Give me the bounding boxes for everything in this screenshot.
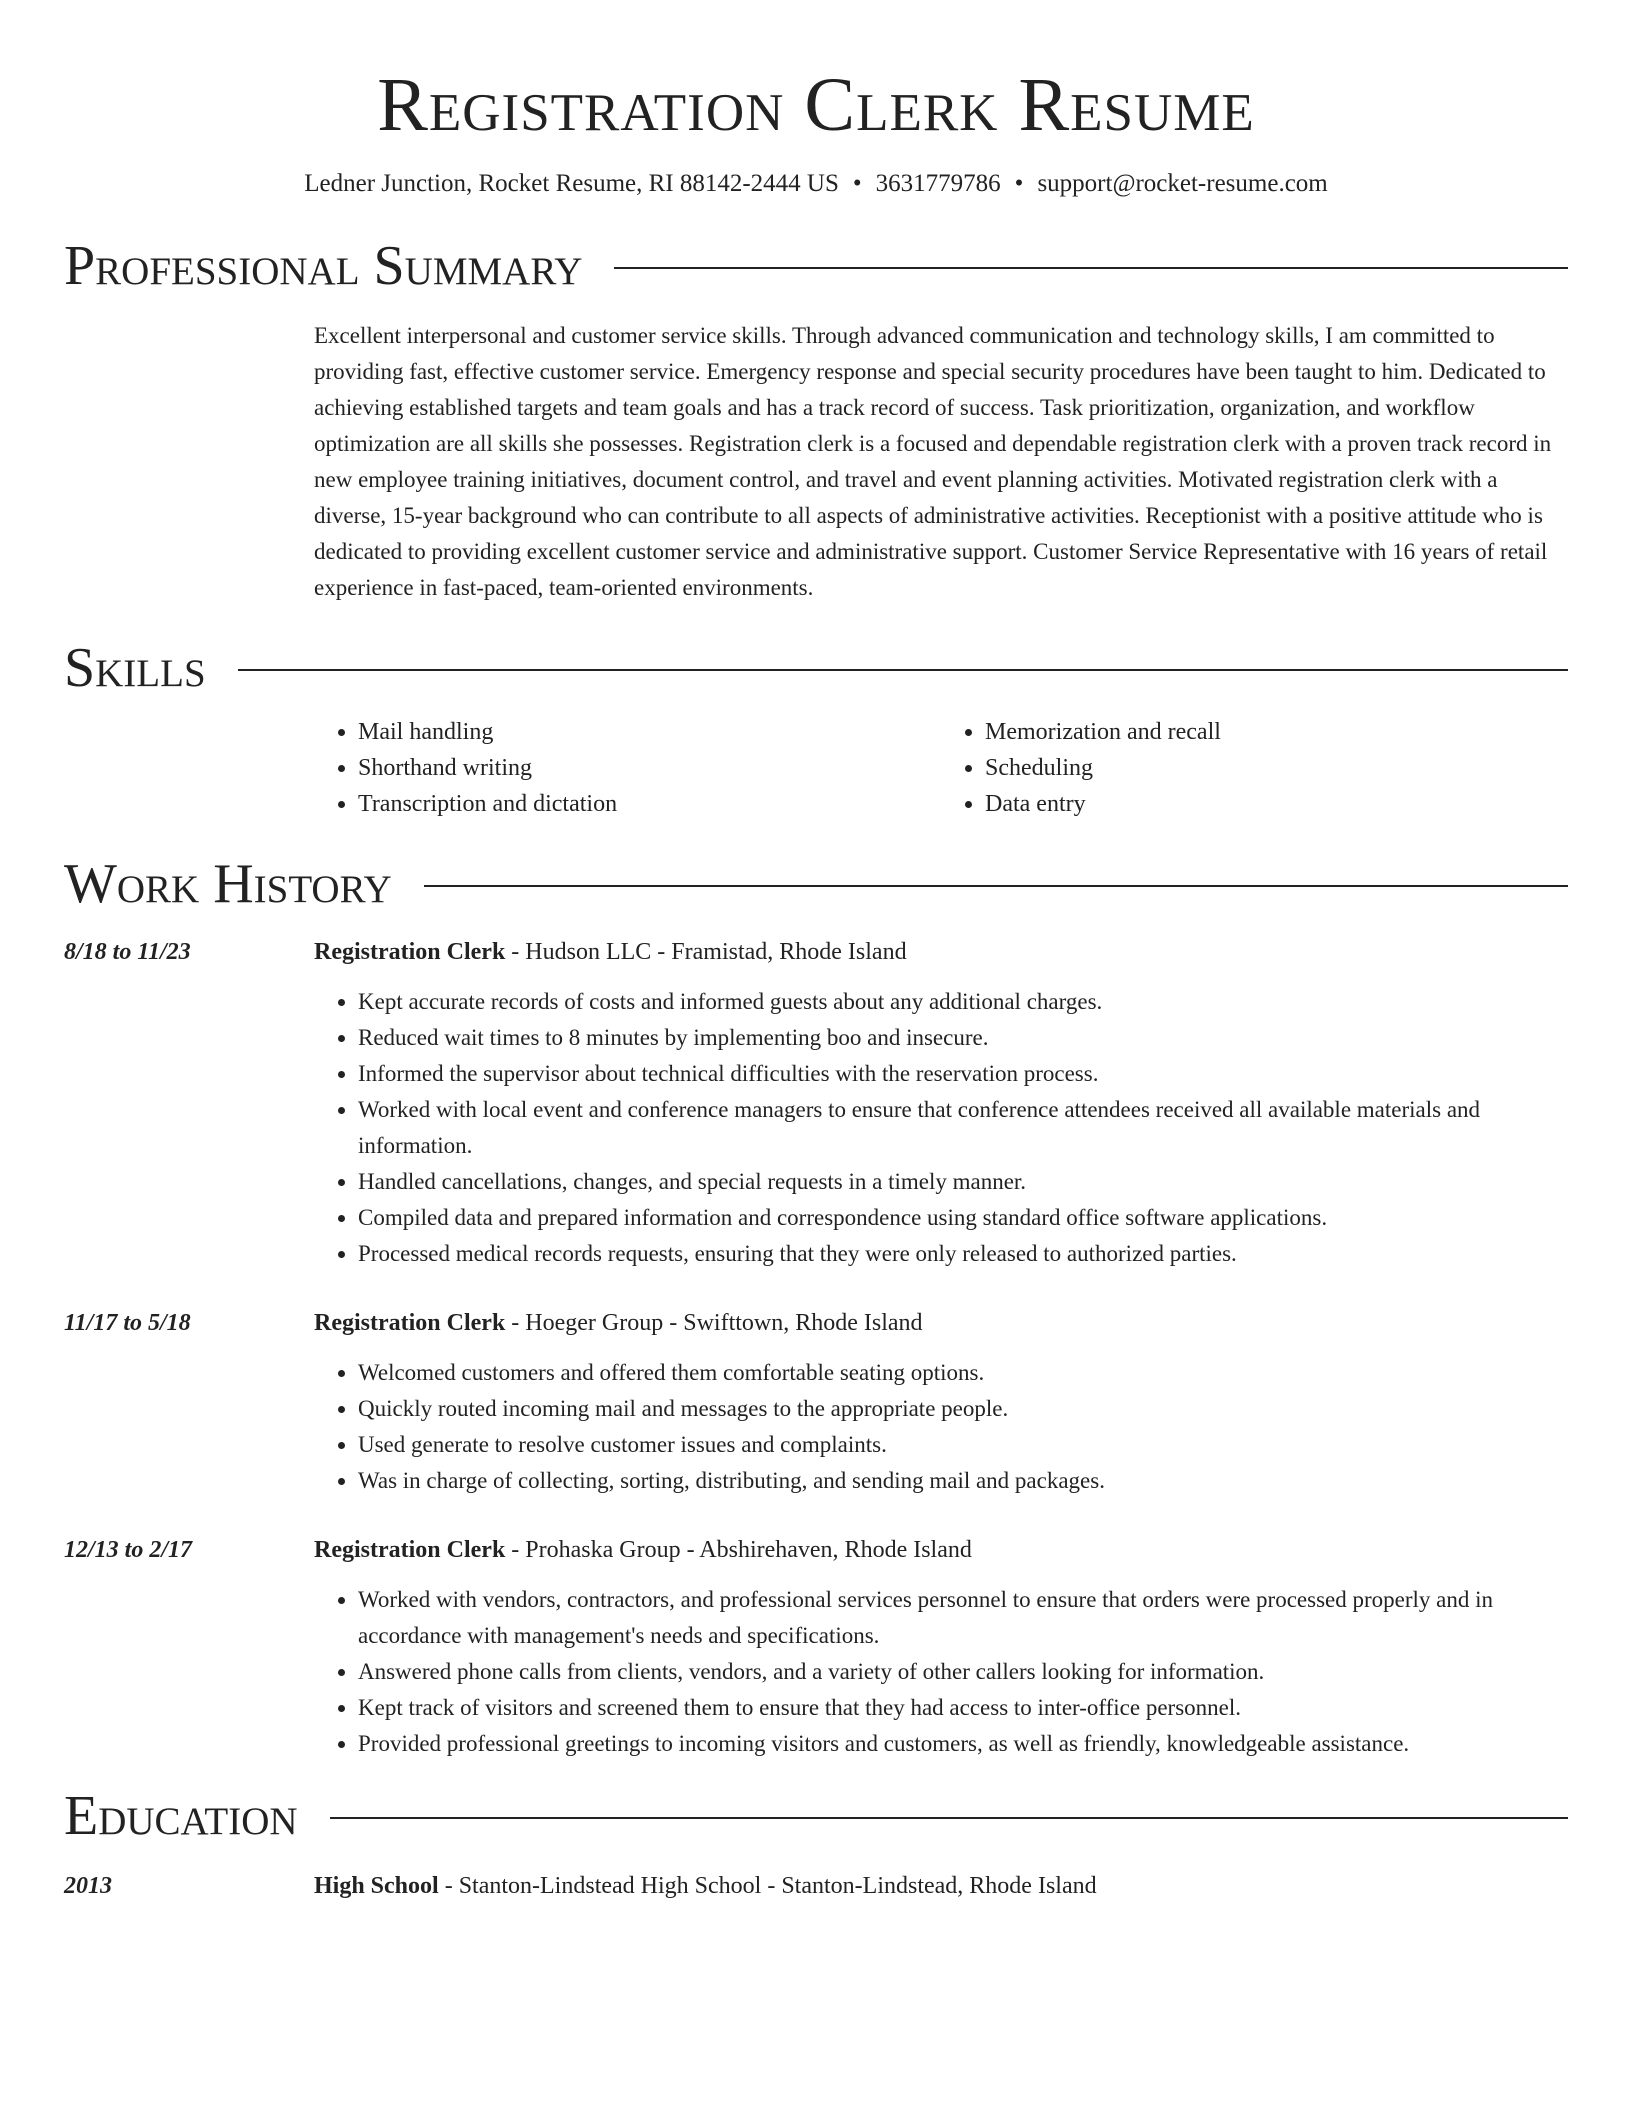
summary-text: Excellent interpersonal and customer service skills. Through advanced communication and technology skills, I am committed to providing fast, effective customer service. Emergency response and special security procedures have been taught to him. Dedicated to achieving established targets and team goals and has a track record of success. Task prioritization, organization, and workflow optimization are all skills she possesses. Registration clerk is a focused and dependable registration clerk with a proven track record in new employee training initiatives, document control, and travel and event planning activities. Motivated registration clerk with a diverse, 15-year background who can contribute to all aspects of administrative activities. Receptionist with a positive attitude who is dedicated to providing excellent customer service and administrative support. Customer Service Representative with 16 years of retail experience in fast-paced, team-oriented environments. (314, 323, 1552, 600)
job-bullet: • Quickly routed incoming mail and messages to the appropriate people. (358, 1391, 1568, 1427)
job-bullet: • Welcomed customers and offered them comfortable seating options. (358, 1355, 1568, 1391)
education-heading: Education (64, 1785, 298, 1847)
section-divider (424, 885, 1568, 887)
contact-address: Ledner Junction, Rocket Resume, RI 88142-2444 US (304, 170, 839, 197)
job-title: Registration Clerk (314, 939, 506, 965)
skills-column-left (314, 714, 941, 822)
job-bullets (314, 1355, 1568, 1499)
education-section-header (64, 1784, 1568, 1848)
skills-heading: Skills (64, 637, 206, 699)
page-title: Registration Clerk Resume (377, 63, 1255, 147)
job-bullet: • Informed the supervisor about technical difficulties with the reservation process. (358, 1056, 1568, 1092)
skill-item: • Memorization and recall (985, 714, 1568, 750)
education-content (314, 1868, 1568, 1904)
section-divider (330, 1817, 1568, 1819)
job-bullets (314, 984, 1568, 1272)
job-bullet: • Kept accurate records of costs and informed guests about any additional charges. (358, 984, 1568, 1020)
skill-item: • Scheduling (985, 750, 1568, 786)
job-bullets (314, 1582, 1568, 1762)
job-details: - Hoeger Group - Swifttown, Rhode Island (505, 1310, 923, 1336)
work-section-header (64, 852, 1568, 916)
job-details: - Prohaska Group - Abshirehaven, Rhode Island (505, 1537, 972, 1563)
job-bullet: • Handled cancellations, changes, and special requests in a timely manner. (358, 1164, 1568, 1200)
skills-column-right (941, 714, 1568, 822)
job-bullet: • Reduced wait times to 8 minutes by implementing boo and insecure. (358, 1020, 1568, 1056)
skills-list (314, 714, 1568, 822)
education-entry (64, 1868, 1568, 1904)
job-bullet: • Compiled data and prepared information and correspondence using standard office software applications. (358, 1200, 1568, 1236)
job-entry (64, 1532, 1568, 1762)
education-degree: High School (314, 1873, 439, 1899)
job-bullet: • Answered phone calls from clients, vendors, and a variety of other callers looking for information. (358, 1654, 1568, 1690)
contact-separator: • (852, 170, 862, 197)
job-entry (64, 934, 1568, 1272)
job-dates: 12/13 to 2/17 (64, 1537, 193, 1563)
summary-heading: Professional Summary (64, 235, 583, 297)
job-bullet: • Worked with local event and conference managers to ensure that conference attendees received all available materials and information. (358, 1092, 1568, 1164)
contact-email: support@rocket-resume.com (1037, 170, 1328, 197)
contact-separator: • (1014, 170, 1024, 197)
job-details: - Hudson LLC - Framistad, Rhode Island (505, 939, 907, 965)
job-content (314, 1305, 1568, 1499)
job-heading (314, 934, 1568, 970)
contact-line (64, 168, 1568, 200)
section-divider (238, 669, 1568, 671)
skill-item: • Transcription and dictation (358, 786, 941, 822)
job-bullet: • Used generate to resolve customer issues and complaints. (358, 1427, 1568, 1463)
job-title: Registration Clerk (314, 1310, 506, 1336)
section-divider (614, 267, 1568, 269)
job-dates: 8/18 to 11/23 (64, 939, 191, 965)
job-heading (314, 1532, 1568, 1568)
skill-item: • Shorthand writing (358, 750, 941, 786)
job-bullet: • Provided professional greetings to incoming visitors and customers, as well as friendly, knowledgeable assistance. (358, 1726, 1568, 1762)
job-bullet: • Kept track of visitors and screened them to ensure that they had access to inter-office personnel. (358, 1690, 1568, 1726)
job-content (314, 934, 1568, 1272)
contact-phone: 3631779786 (875, 170, 1001, 197)
job-heading (314, 1305, 1568, 1341)
skill-item: • Data entry (985, 786, 1568, 822)
job-entry (64, 1305, 1568, 1499)
education-heading-line (314, 1868, 1568, 1904)
resume-page (64, 0, 1568, 1904)
work-heading: Work History (64, 853, 392, 915)
job-bullet: • Processed medical records requests, ensuring that they were only released to authorized parties. (358, 1236, 1568, 1272)
job-bullet: • Worked with vendors, contractors, and professional services personnel to ensure that orders were processed properly and in accordance with management's needs and specifications. (358, 1582, 1568, 1654)
job-bullet: • Was in charge of collecting, sorting, distributing, and sending mail and packages. (358, 1463, 1568, 1499)
summary-section-header (64, 234, 1568, 298)
skills-section-header (64, 636, 1568, 700)
job-content (314, 1532, 1568, 1762)
education-year: 2013 (64, 1873, 112, 1899)
job-title: Registration Clerk (314, 1537, 506, 1563)
education-details: - Stanton-Lindstead High School - Stanton-Lindstead, Rhode Island (438, 1873, 1097, 1899)
skill-item: • Mail handling (358, 714, 941, 750)
job-dates: 11/17 to 5/18 (64, 1310, 191, 1336)
